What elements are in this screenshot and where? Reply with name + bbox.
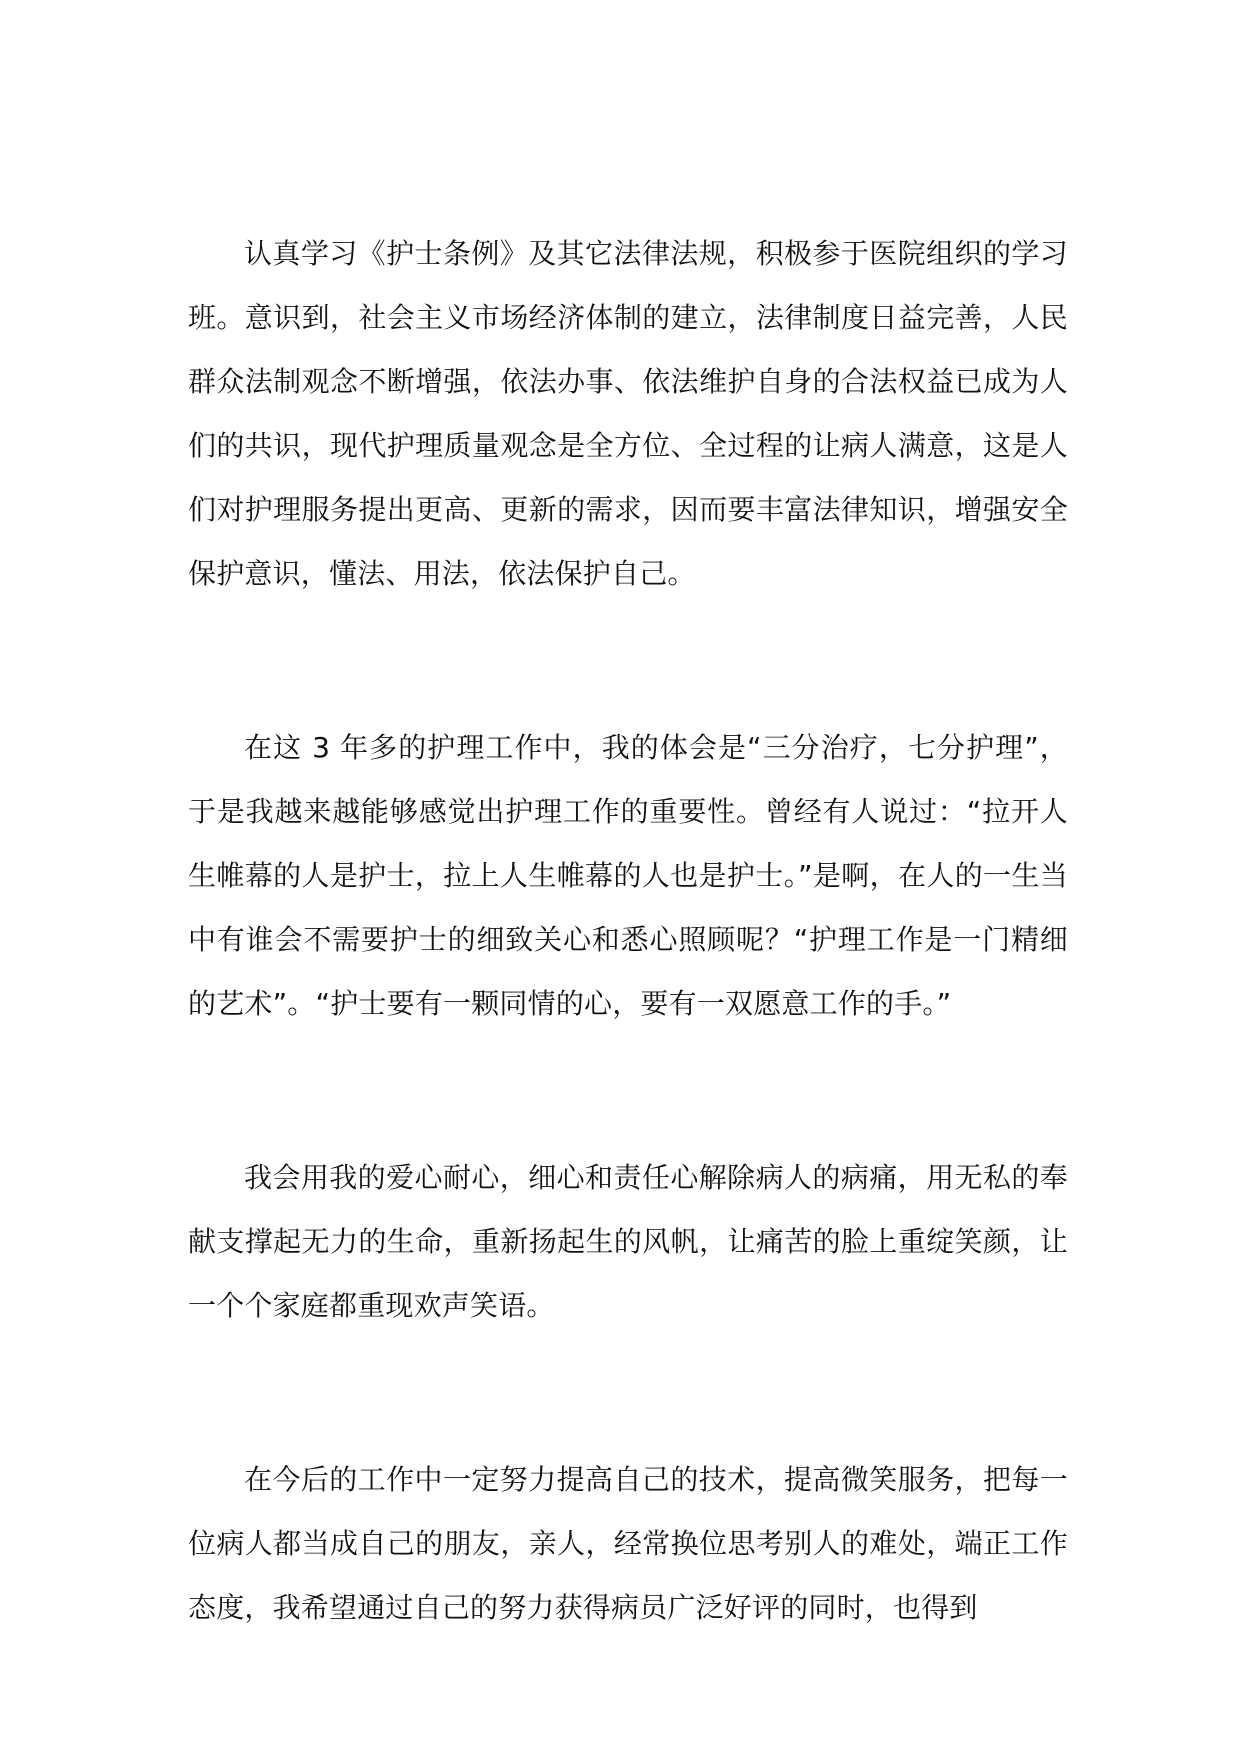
paragraph-future-work: 在今后的工作中一定努力提高自己的技术，提高微笑服务，把每一位病人都当成自己的朋友，亲人，经常换位思考别人的难处，端正工作态度，我希望通过自己的努力获得病员广泛好评的同时，也得到 <box>188 1463 1068 1624</box>
paragraph-law-study: 认真学习《护士条例》及其它法律法规，积极参于医院组织的学习班。意识到，社会主义市场经济体制的建立，法律制度日益完善，人民群众法制观念不断增强，依法办事、依法维护自身的合法权益已成为人们的共识，现代护理质量观念是全方位、全过程的让病人满意，这是人们对护理服务提出更高、更新的需求，因而要丰富法律知识，增强安全保护意识，懂法、用法，依法保护自己。 <box>188 237 1068 590</box>
paragraph-nursing-experience: 在这 3 年多的护理工作中，我的体会是“三分治疗，七分护理”，于是我越来越能够感觉出护理工作的重要性。曾经有人说过：“拉开人生帷幕的人是护士，拉上人生帷幕的人也是护士。”是啊，在人的一生当中有谁会不需要护士的细致关心和悉心照顾呢？“护理工作是一门精细的艺术”。“护士要有一颗同情的心，要有一双愿意工作的手。” <box>188 731 1068 1020</box>
paragraph-spacer <box>188 1338 1068 1448</box>
paragraph-spacer <box>188 1036 1068 1146</box>
document-body <box>188 222 1068 1640</box>
paragraph-spacer <box>188 606 1068 716</box>
paragraph-care-commitment: 我会用我的爱心耐心，细心和责任心解除病人的病痛，用无私的奉献支撑起无力的生命，重新扬起生的风帆，让痛苦的脸上重绽笑颜，让一个个家庭都重现欢声笑语。 <box>188 1161 1068 1322</box>
